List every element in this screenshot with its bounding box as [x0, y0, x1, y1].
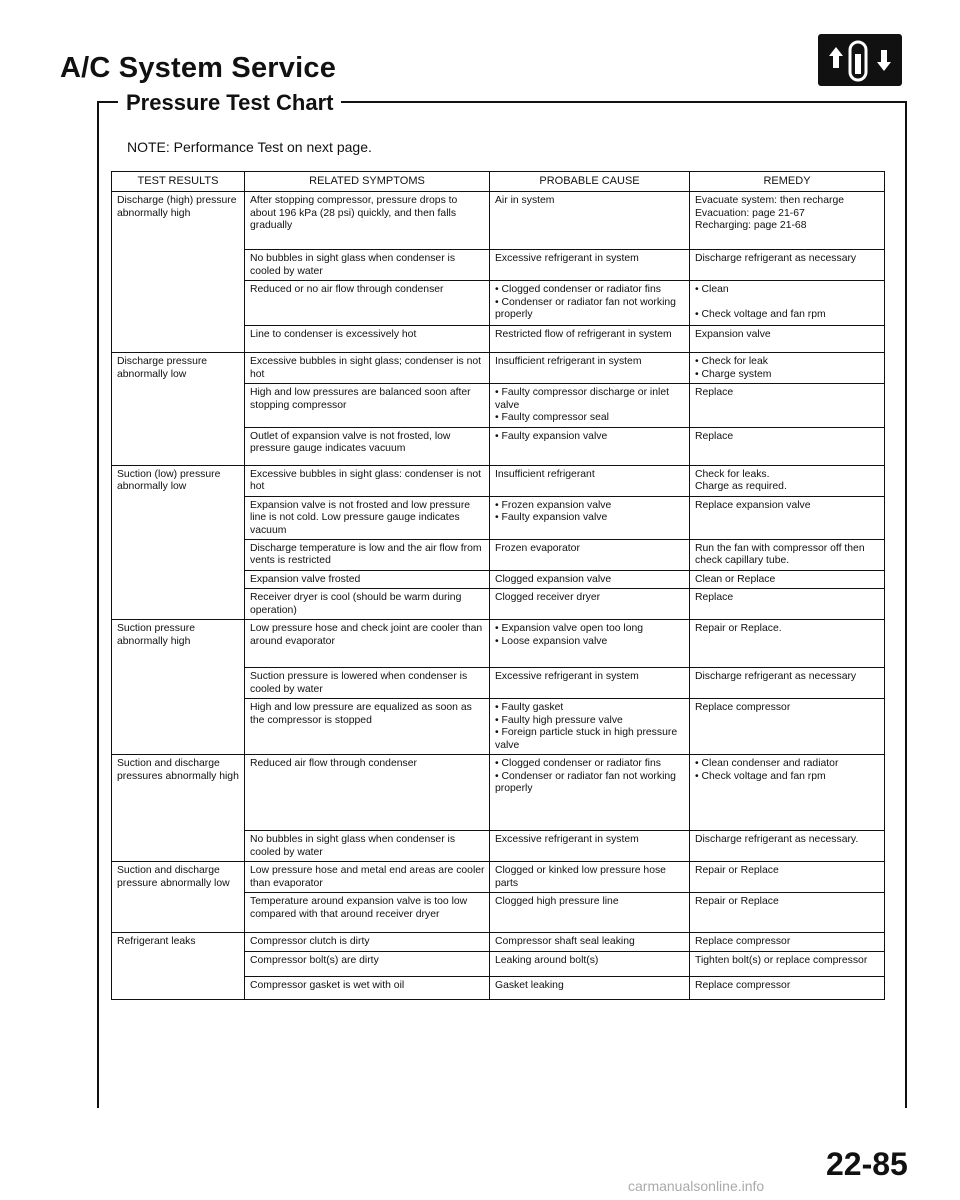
header-remedy: REMEDY: [690, 172, 885, 192]
symptom-cell: Receiver dryer is cool (should be warm during operation): [245, 589, 490, 620]
table-row: [112, 620, 885, 668]
pressure-test-table: [111, 171, 885, 1000]
note-text: NOTE: Performance Test on next page.: [127, 139, 372, 155]
symptom-cell: Temperature around expansion valve is too low compared with that around receiver dryer: [245, 893, 490, 933]
cause-cell: Restricted flow of refrigerant in system: [490, 326, 690, 353]
cause-cell: Excessive refrigerant in system: [490, 668, 690, 699]
remedy-cell: Replace compressor: [690, 976, 885, 999]
symptom-cell: Reduced air flow through condenser: [245, 755, 490, 831]
remedy-cell: Replace expansion valve: [690, 496, 885, 539]
remedy-cell: Replace: [690, 384, 885, 427]
remedy-cell: Discharge refrigerant as necessary: [690, 250, 885, 281]
test-result-cell: Suction (low) pressure abnormally low: [112, 465, 245, 620]
table-row: [112, 755, 885, 831]
symptom-cell: Outlet of expansion valve is not frosted, low pressure gauge indicates vacuum: [245, 427, 490, 465]
ac-gauge-arrows-icon: [818, 34, 902, 86]
table-row: [112, 933, 885, 951]
symptom-cell: Discharge temperature is low and the air flow from vents is restricted: [245, 540, 490, 571]
cause-cell: Insufficient refrigerant in system: [490, 353, 690, 384]
remedy-cell: Discharge refrigerant as necessary: [690, 668, 885, 699]
remedy-cell: Repair or Replace.: [690, 620, 885, 668]
header-probable-cause: PROBABLE CAUSE: [490, 172, 690, 192]
cause-cell: • Frozen expansion valve • Faulty expansion valve: [490, 496, 690, 539]
remedy-cell: Discharge refrigerant as necessary.: [690, 831, 885, 862]
cause-cell: Clogged or kinked low pressure hose parts: [490, 862, 690, 893]
test-result-cell: Refrigerant leaks: [112, 933, 245, 999]
symptom-cell: Low pressure hose and metal end areas are cooler than evaporator: [245, 862, 490, 893]
test-result-cell: Discharge (high) pressure abnormally high: [112, 192, 245, 353]
cause-cell: Excessive refrigerant in system: [490, 250, 690, 281]
symptom-cell: Low pressure hose and check joint are cooler than around evaporator: [245, 620, 490, 668]
symptom-cell: No bubbles in sight glass when condenser is cooled by water: [245, 831, 490, 862]
cause-cell: • Clogged condenser or radiator fins • Condenser or radiator fan not working properly: [490, 281, 690, 326]
cause-cell: Air in system: [490, 192, 690, 250]
test-result-cell: Suction and discharge pressure abnormally low: [112, 862, 245, 933]
cause-cell: • Faulty compressor discharge or inlet valve • Faulty compressor seal: [490, 384, 690, 427]
symptom-cell: High and low pressures are balanced soon after stopping compressor: [245, 384, 490, 427]
section-subtitle: Pressure Test Chart: [118, 90, 341, 116]
remedy-cell: Expansion valve: [690, 326, 885, 353]
test-result-cell: Discharge pressure abnormally low: [112, 353, 245, 465]
cause-cell: Excessive refrigerant in system: [490, 831, 690, 862]
remedy-cell: Replace: [690, 427, 885, 465]
cause-cell: Frozen evaporator: [490, 540, 690, 571]
remedy-cell: Tighten bolt(s) or replace compressor: [690, 951, 885, 976]
table-row: [112, 862, 885, 893]
remedy-cell: Replace: [690, 589, 885, 620]
header-related-symptoms: RELATED SYMPTOMS: [245, 172, 490, 192]
cause-cell: Insufficient refrigerant: [490, 465, 690, 496]
table-body: [112, 192, 885, 1000]
remedy-cell: Repair or Replace: [690, 862, 885, 893]
symptom-cell: Expansion valve is not frosted and low pressure line is not cold. Low pressure gauge indicates vacuum: [245, 496, 490, 539]
cause-cell: Gasket leaking: [490, 976, 690, 999]
cause-cell: Clogged expansion valve: [490, 570, 690, 588]
cause-cell: • Faulty expansion valve: [490, 427, 690, 465]
test-result-cell: Suction and discharge pressures abnormally high: [112, 755, 245, 862]
symptom-cell: Compressor bolt(s) are dirty: [245, 951, 490, 976]
cause-cell: Clogged receiver dryer: [490, 589, 690, 620]
remedy-cell: Replace compressor: [690, 699, 885, 755]
table-row: [112, 465, 885, 496]
table-header-row: [112, 172, 885, 192]
cause-cell: • Expansion valve open too long • Loose expansion valve: [490, 620, 690, 668]
remedy-cell: • Check for leak • Charge system: [690, 353, 885, 384]
page-number: 22-85: [826, 1146, 908, 1182]
symptom-cell: Reduced or no air flow through condenser: [245, 281, 490, 326]
remedy-cell: Run the fan with compressor off then check capillary tube.: [690, 540, 885, 571]
header-test-results: TEST RESULTS: [112, 172, 245, 192]
watermark: carmanualsonline.info: [628, 1178, 765, 1194]
test-result-cell: Suction pressure abnormally high: [112, 620, 245, 755]
symptom-cell: Suction pressure is lowered when condenser is cooled by water: [245, 668, 490, 699]
remedy-cell: Check for leaks. Charge as required.: [690, 465, 885, 496]
symptom-cell: Expansion valve frosted: [245, 570, 490, 588]
symptom-cell: High and low pressure are equalized as soon as the compressor is stopped: [245, 699, 490, 755]
remedy-cell: Replace compressor: [690, 933, 885, 951]
symptom-cell: Excessive bubbles in sight glass: condenser is not hot: [245, 465, 490, 496]
cause-cell: Compressor shaft seal leaking: [490, 933, 690, 951]
symptom-cell: After stopping compressor, pressure drops to about 196 kPa (28 psi) quickly, and then falls gradually: [245, 192, 490, 250]
table-row: [112, 353, 885, 384]
cause-cell: • Clogged condenser or radiator fins • Condenser or radiator fan not working properly: [490, 755, 690, 831]
remedy-cell: Clean or Replace: [690, 570, 885, 588]
symptom-cell: Line to condenser is excessively hot: [245, 326, 490, 353]
symptom-cell: Compressor gasket is wet with oil: [245, 976, 490, 999]
cause-cell: • Faulty gasket • Faulty high pressure valve • Foreign particle stuck in high pressure valve: [490, 699, 690, 755]
remedy-cell: • Clean • Check voltage and fan rpm: [690, 281, 885, 326]
symptom-cell: Excessive bubbles in sight glass; condenser is not hot: [245, 353, 490, 384]
symptom-cell: Compressor clutch is dirty: [245, 933, 490, 951]
remedy-cell: Repair or Replace: [690, 893, 885, 933]
remedy-cell: Evacuate system: then recharge Evacuation: page 21-67 Recharging: page 21-68: [690, 192, 885, 250]
table-row: [112, 192, 885, 250]
cause-cell: Leaking around bolt(s): [490, 951, 690, 976]
page-title: A/C System Service: [60, 52, 337, 84]
symptom-cell: No bubbles in sight glass when condenser is cooled by water: [245, 250, 490, 281]
remedy-cell: • Clean condenser and radiator • Check voltage and fan rpm: [690, 755, 885, 831]
cause-cell: Clogged high pressure line: [490, 893, 690, 933]
